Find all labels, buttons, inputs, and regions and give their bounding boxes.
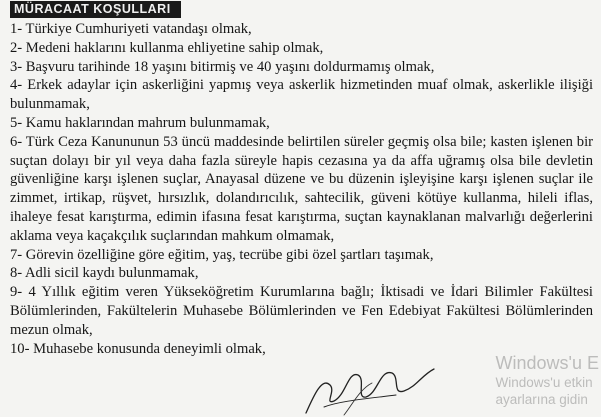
condition-item-7: 7- Görevin özelliğine göre eğitim, yaş, tecrübe gibi özel şartları taşımak, xyxy=(10,246,434,263)
condition-item-9: 9- 4 Yıllık eğitim veren Yükseköğretim Kurumlarına bağlı; İktisadi ve İdari Bilimler Fakültesi Bölümlerinden, Fakültelerin Muhasebe Bölümlerinden ve Fen Edebiyat Fakültesi Bölümlerinden mezun olmak, xyxy=(10,284,593,338)
condition-item-3: 3- Başvuru tarihinde 18 yaşını bitirmiş ve 40 yaşını doldurmamış olmak, xyxy=(10,58,435,75)
condition-item-8: 8- Adli sicil kaydı bulunmamak, xyxy=(10,265,199,282)
condition-item-10: 10- Muhasebe konusunda deneyimli olmak, xyxy=(10,340,266,357)
condition-item-5: 5- Kamu haklarından mahrum bulunmamak, xyxy=(10,114,270,131)
condition-item-6: 6- Türk Ceza Kanununun 53 üncü maddesinde belirtilen süreler geçmiş olsa bile; kasten işlenen bir suçtan dolayı bir yıl veya daha fazla süreyle hapis cezasına ya da affa uğramış olsa bile devletin güvenliğine karşı işlenen suçlar, Anayasal düzene ve bu düzenin işleyişine karşı işlenen suçlar ile zimmet, irtikap, rüşvet, hırsızlık, dolandırıcılık, sahtecilik, güveni kötüye kullanma, hileli iflas, ihaleye fesat karıştırma, edimin ifasına fesat karıştırma, suçtan kaynaklanan malvarlığı değerlerini aklama veya kaçakçılık suçlarından mahkum olmamak, xyxy=(10,133,593,244)
conditions-list xyxy=(10,20,593,358)
condition-item-4: 4- Erkek adaylar için askerliğini yapmış veya askerlik hizmetinden muaf olmak, askerlikle ilişiği bulunmamak, xyxy=(10,77,593,113)
watermark-subtitle-2: ayarlarına gidin xyxy=(495,392,588,407)
condition-item-1: 1- Türkiye Cumhuriyeti vatandaşı olmak, xyxy=(10,21,252,37)
document-title: MÜRACAAT KOŞULLARI xyxy=(10,1,181,18)
condition-item-2: 2- Medeni haklarını kullanma ehliyetine sahip olmak, xyxy=(10,39,324,56)
watermark-title: Windows'u E xyxy=(495,353,599,373)
watermark-subtitle: Windows'u etkin xyxy=(495,375,593,390)
